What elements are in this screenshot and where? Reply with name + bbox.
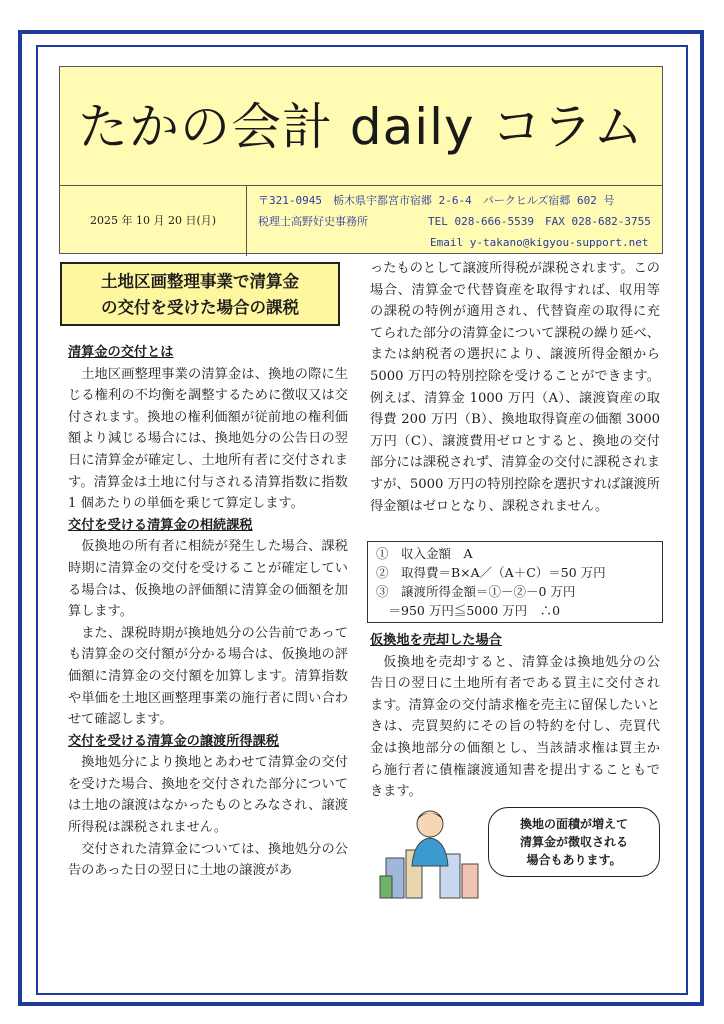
issue-date: 2025 年 10 月 20 日(月) [60, 186, 247, 256]
paragraph: 仮換地の所有者に相続が発生した場合、課税時期に清算金の交付を受けることが確定している場合は、仮換地の評価額に清算金の価額を加算します。 [68, 539, 348, 620]
left-column [68, 342, 348, 925]
man-with-buildings-illustration [378, 806, 483, 902]
paragraph-continued: ったものとして譲渡所得税が課税されます。この場合、清算金で代替資産を取得すれば、収用等の課税の特例が適用され、代替資産の取得に充てられた部分の清算金について課税の繰り延べ、または納税者の選択により、譲渡所得金額から 5000 万円の特別控除を受けることができます。例えば、清算金 1000 万円（A）、譲渡資産の取得費 200 万円（B）、換地取得資産の価額 3000 万円（C）、譲渡費用ゼロとすると、換地の交付部分には課税されず、清算金の交付に課税されますが、5000 万円の特別控除を選択すれば譲渡所得金額はゼロとなり、課税されません。 [370, 261, 660, 514]
article-title-line2: の交付を受けた場合の課税 [101, 298, 299, 317]
right-column-bottom [370, 630, 660, 803]
right-column-top [370, 258, 660, 538]
bubble-line: 換地の面積が増えて [519, 817, 628, 831]
paragraph: 土地区画整理事業の清算金は、換地の際に生じる権利の不均衡を調整するために徴収又は交付されます。換地の権利価額が従前地の権利価額より減じる場合には、換地処分の公告日の翌日に清算金が確定し、土地所有者に交付されます。清算金は土地に付与される清算指数に指数 1 個あたりの単価を乗じて算定します。 [68, 366, 348, 512]
article-title-line1: 土地区画整理事業で清算金 [101, 272, 299, 291]
paragraph: 換地処分により換地とあわせて清算金の交付を受けた場合、換地を交付された部分については土地の譲渡はなかったものとみなされ、譲渡所得税は課税されません。 [68, 755, 348, 836]
office-address: 〒321-0945 栃木県宇都宮市宿郷 2-6-4 パークヒルズ宿郷 602 号 [258, 194, 615, 207]
calculation-box [367, 541, 663, 623]
masthead [59, 66, 663, 254]
office-name: 税理士高野好史事務所 [258, 215, 368, 228]
section-heading: 仮換地を売却した場合 [370, 633, 502, 648]
office-email: Email y-takano@kigyou-support.net [430, 236, 649, 249]
paragraph: 交付された清算金については、換地処分の公告のあった日の翌日に土地の譲渡があ [68, 841, 348, 879]
masthead-info-row [60, 185, 662, 256]
bubble-line: 場合もあります。 [526, 853, 622, 867]
calc-line: ② 取得費＝B×A／（A＋C）＝50 万円 [376, 565, 606, 580]
paragraph: また、課税時期が換地処分の公告前であっても清算金の交付額が分かる場合は、仮換地の評価額に清算金の交付額を加算します。清算指数や単価を土地区画整理事業の施行者に問い合わせて確認します。 [68, 625, 348, 728]
article-title-box [60, 262, 340, 326]
calc-line: ③ 譲渡所得金額＝①－②－0 万円 [376, 584, 576, 599]
section-heading: 清算金の交付とは [68, 345, 174, 360]
office-tel-fax: TEL 028-666-5539 FAX 028-682-3755 [428, 215, 651, 228]
calc-line: ＝950 万円≦5000 万円 ∴0 [376, 603, 561, 618]
speech-bubble [488, 807, 660, 877]
newsletter-title: たかの会計 daily コラム [77, 98, 645, 156]
paragraph: 仮換地を売却すると、清算金は換地処分の公告日の翌日に土地所有者である買主に交付されます。清算金の交付請求権を売主に留保したいときは、売買契約にその旨の特約を付し、売買代金は換地部分の価額とし、当該請求権は買主から施行者に債権譲渡通知書を提出することもできます。 [370, 654, 660, 800]
section-heading: 交付を受ける清算金の譲渡所得課税 [68, 733, 279, 749]
bubble-line: 清算金が徴収される [519, 835, 628, 849]
calc-line: ① 収入金額 A [376, 546, 473, 561]
section-heading: 交付を受ける清算金の相続課税 [68, 517, 253, 533]
